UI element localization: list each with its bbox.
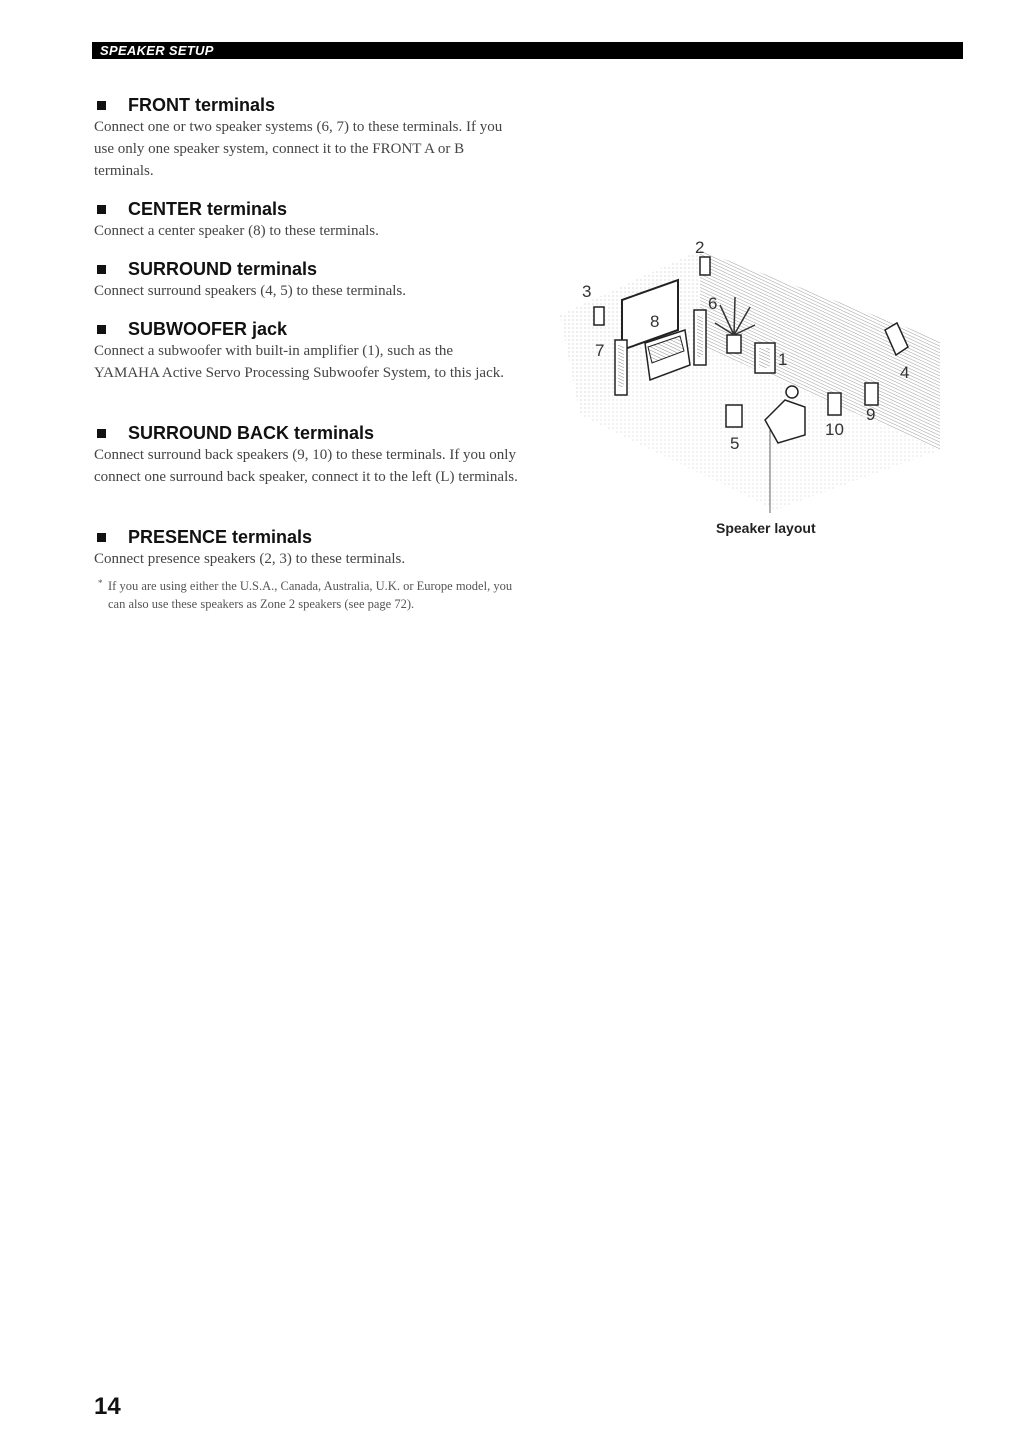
front-terminals-heading: FRONT terminals bbox=[94, 94, 524, 116]
speaker-layout-diagram bbox=[560, 235, 940, 515]
speaker-label-6: 6 bbox=[708, 294, 718, 313]
speaker-label-7: 7 bbox=[595, 341, 605, 360]
speaker-label-8: 8 bbox=[650, 312, 660, 331]
square-bullet-icon bbox=[97, 205, 106, 214]
square-bullet-icon bbox=[97, 265, 106, 274]
subwoofer-speaker bbox=[755, 343, 775, 373]
speaker-label-10: 10 bbox=[825, 420, 844, 439]
surround-back-terminals-heading: SURROUND BACK terminals bbox=[94, 422, 524, 444]
presence-left-speaker bbox=[594, 307, 604, 325]
speaker-label-5: 5 bbox=[730, 434, 740, 453]
speaker-label-9: 9 bbox=[866, 405, 876, 424]
presence-terminals-section bbox=[94, 526, 524, 570]
speaker-label-3: 3 bbox=[582, 282, 592, 301]
front-right-speaker bbox=[694, 310, 706, 365]
diagram-caption: Speaker layout bbox=[716, 520, 816, 536]
square-bullet-icon bbox=[97, 429, 106, 438]
presence-terminals-text: Connect presence speakers (2, 3) to these terminals. bbox=[94, 551, 406, 567]
subwoofer-jack-section bbox=[94, 318, 524, 384]
surround-back-right-speaker bbox=[865, 383, 878, 405]
footnote-mark: * bbox=[98, 578, 103, 588]
center-terminals-section bbox=[94, 198, 524, 242]
square-bullet-icon bbox=[97, 533, 106, 542]
surround-back-left-speaker bbox=[828, 393, 841, 415]
presence-right-speaker bbox=[700, 257, 710, 275]
surround-left-speaker bbox=[726, 405, 742, 427]
presence-terminals-heading: PRESENCE terminals bbox=[94, 526, 524, 548]
footnote-text: If you are using either the U.S.A., Canada, Australia, U.K. or Europe model, you can also use these speakers as Zone 2 speakers (see page 72). bbox=[108, 579, 513, 611]
front-terminals-text: Connect one or two speaker systems (6, 7) to these terminals. If you use only one speaker system, connect it to the FRONT A or B terminals. bbox=[94, 119, 503, 179]
speaker-label-4: 4 bbox=[900, 363, 910, 382]
speaker-label-2: 2 bbox=[695, 238, 705, 257]
center-terminals-heading: CENTER terminals bbox=[94, 198, 524, 220]
surround-terminals-section bbox=[94, 258, 524, 302]
front-left-speaker bbox=[615, 340, 627, 395]
square-bullet-icon bbox=[97, 101, 106, 110]
subwoofer-jack-heading: SUBWOOFER jack bbox=[94, 318, 524, 340]
front-terminals-section bbox=[94, 94, 524, 182]
center-terminals-text: Connect a center speaker (8) to these terminals. bbox=[94, 223, 379, 239]
subwoofer-jack-text: Connect a subwoofer with built-in amplifier (1), such as the YAMAHA Active Servo Processing Subwoofer System, to this jack. bbox=[94, 343, 504, 381]
speaker-label-1: 1 bbox=[778, 350, 788, 369]
square-bullet-icon bbox=[97, 325, 106, 334]
surround-back-terminals-section bbox=[94, 422, 524, 488]
section-header-bar bbox=[92, 42, 963, 59]
page-number: 14 bbox=[94, 1393, 121, 1420]
surround-terminals-text: Connect surround speakers (4, 5) to these terminals. bbox=[94, 283, 407, 299]
section-header-label: SPEAKER SETUP bbox=[100, 43, 214, 58]
surround-terminals-heading: SURROUND terminals bbox=[94, 258, 524, 280]
footnote bbox=[98, 578, 528, 613]
surround-back-terminals-text: Connect surround back speakers (9, 10) to these terminals. If you only connect one surround back speaker, connect it to the left (L) terminals. bbox=[94, 447, 518, 485]
